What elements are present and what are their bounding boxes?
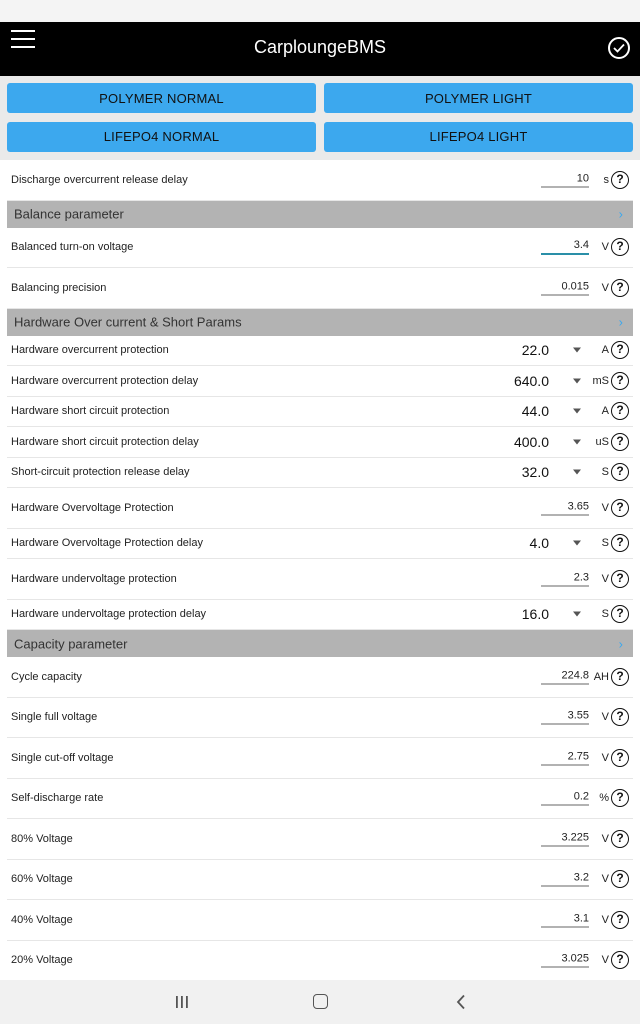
setting-label: Hardware overcurrent protection delay — [11, 374, 199, 387]
setting-row — [7, 819, 633, 860]
setting-unit: AH — [593, 670, 609, 683]
setting-unit: V — [601, 281, 609, 294]
setting-value-input[interactable]: 3.55 — [541, 710, 589, 725]
setting-label: Hardware Overvoltage Protection delay — [11, 537, 203, 550]
setting-dropdown-value[interactable]: 22.0 — [521, 342, 549, 359]
preset-polymer-light-button[interactable]: POLYMER LIGHT — [324, 83, 633, 113]
section-title: Capacity parameter — [14, 636, 128, 651]
setting-value-input[interactable]: 224.8 — [541, 669, 589, 684]
setting-unit: % — [599, 792, 609, 805]
help-icon[interactable]: ? — [611, 870, 629, 888]
dropdown-arrow-icon[interactable] — [573, 541, 581, 546]
setting-unit: uS — [595, 435, 609, 448]
setting-row — [7, 698, 633, 739]
setting-label: 20% Voltage — [11, 954, 73, 967]
help-icon[interactable]: ? — [611, 238, 629, 256]
setting-unit: V — [601, 954, 609, 967]
setting-value-input[interactable]: 3.225 — [541, 831, 589, 846]
preset-buttons — [0, 76, 640, 160]
help-icon[interactable]: ? — [611, 789, 629, 807]
setting-value-input[interactable]: 10 — [541, 172, 589, 187]
help-icon[interactable]: ? — [611, 668, 629, 686]
setting-row — [7, 779, 633, 820]
setting-unit: V — [601, 832, 609, 845]
preset-lifepo4-light-button[interactable]: LIFEPO4 LIGHT — [324, 122, 633, 152]
help-icon[interactable]: ? — [611, 911, 629, 929]
setting-unit: S — [601, 537, 609, 550]
chevron-right-icon: › — [618, 206, 623, 222]
recent-apps-icon[interactable] — [175, 995, 189, 1009]
preset-polymer-normal-button[interactable]: POLYMER NORMAL — [7, 83, 316, 113]
setting-row — [7, 738, 633, 779]
dropdown-arrow-icon[interactable] — [573, 409, 581, 414]
setting-label: Single cut-off voltage — [11, 751, 114, 764]
setting-label: Short-circuit protection release delay — [11, 466, 190, 479]
setting-dropdown-value[interactable]: 44.0 — [521, 403, 549, 420]
setting-unit: A — [601, 405, 609, 418]
setting-dropdown-value[interactable]: 16.0 — [521, 606, 549, 623]
setting-row — [7, 160, 633, 201]
help-icon[interactable]: ? — [611, 749, 629, 767]
section-title: Balance parameter — [14, 206, 124, 222]
setting-unit: V — [601, 913, 609, 926]
help-icon[interactable]: ? — [611, 534, 629, 552]
dropdown-arrow-icon[interactable] — [573, 470, 581, 475]
setting-dropdown-value[interactable]: 640.0 — [513, 372, 549, 389]
setting-dropdown-value[interactable]: 32.0 — [521, 464, 549, 481]
setting-label: Hardware short circuit protection delay — [11, 435, 199, 448]
setting-row — [7, 366, 633, 397]
help-icon[interactable]: ? — [611, 171, 629, 189]
help-icon[interactable]: ? — [611, 499, 629, 517]
help-icon[interactable]: ? — [611, 402, 629, 420]
setting-unit: V — [601, 572, 609, 585]
setting-value-input[interactable]: 3.4 — [541, 239, 589, 255]
settings-list — [0, 160, 640, 981]
setting-unit: mS — [592, 374, 609, 387]
setting-unit: s — [603, 173, 609, 186]
setting-label: Hardware undervoltage protection delay — [11, 608, 207, 621]
setting-value-input[interactable]: 3.65 — [541, 500, 589, 515]
help-icon[interactable]: ? — [611, 341, 629, 359]
dropdown-arrow-icon[interactable] — [573, 348, 581, 353]
setting-value-input[interactable]: 3.2 — [541, 872, 589, 887]
section-header-balance[interactable] — [7, 201, 633, 228]
setting-label: 40% Voltage — [11, 913, 73, 926]
setting-label: Hardware Overvoltage Protection — [11, 501, 174, 514]
dropdown-arrow-icon[interactable] — [573, 439, 581, 444]
setting-unit: S — [601, 608, 609, 621]
setting-value-input[interactable]: 2.3 — [541, 571, 589, 586]
setting-row — [7, 488, 633, 529]
setting-unit: A — [601, 344, 609, 357]
setting-label: 60% Voltage — [11, 873, 73, 886]
setting-value-input[interactable]: 3.025 — [541, 953, 589, 968]
setting-value-input[interactable]: 0.2 — [541, 791, 589, 806]
app-title: CarploungeBMS — [253, 37, 387, 57]
setting-value-input[interactable]: 0.015 — [541, 280, 589, 295]
app-bar — [0, 22, 640, 76]
setting-label: Hardware overcurrent protection — [11, 344, 169, 357]
setting-unit: V — [601, 751, 609, 764]
setting-label: Balanced turn-on voltage — [11, 241, 134, 254]
setting-dropdown-value[interactable]: 4.0 — [529, 535, 549, 552]
setting-row — [7, 900, 633, 941]
help-icon[interactable]: ? — [611, 463, 629, 481]
help-icon[interactable]: ? — [611, 279, 629, 297]
setting-row — [7, 397, 633, 428]
dropdown-arrow-icon[interactable] — [573, 612, 581, 617]
help-icon[interactable]: ? — [611, 951, 629, 969]
system-nav-bar — [0, 980, 640, 1024]
chevron-right-icon: › — [618, 314, 623, 330]
section-header-hardware[interactable] — [7, 309, 633, 336]
setting-label: Discharge overcurrent release delay — [11, 173, 188, 186]
preset-lifepo4-normal-button[interactable]: LIFEPO4 NORMAL — [7, 122, 316, 152]
help-icon[interactable]: ? — [611, 605, 629, 623]
setting-value-input[interactable]: 2.75 — [541, 750, 589, 765]
home-icon[interactable] — [313, 994, 328, 1009]
setting-row — [7, 941, 633, 982]
setting-unit: S — [601, 466, 609, 479]
setting-unit: V — [601, 711, 609, 724]
setting-unit: V — [601, 873, 609, 886]
setting-row — [7, 657, 633, 698]
setting-label: Hardware undervoltage protection — [11, 572, 177, 585]
setting-row — [7, 529, 633, 560]
setting-unit: V — [601, 501, 609, 514]
setting-row — [7, 228, 633, 269]
setting-unit: V — [601, 241, 609, 254]
setting-row — [7, 268, 633, 309]
setting-value-input[interactable]: 3.1 — [541, 912, 589, 927]
confirm-check-icon[interactable] — [608, 37, 630, 59]
help-icon[interactable]: ? — [611, 372, 629, 390]
setting-row — [7, 600, 633, 631]
setting-dropdown-value[interactable]: 400.0 — [513, 433, 549, 450]
back-icon[interactable] — [455, 994, 467, 1010]
setting-label: 80% Voltage — [11, 832, 73, 845]
setting-row — [7, 427, 633, 458]
dropdown-arrow-icon[interactable] — [573, 378, 581, 383]
status-bar — [0, 0, 640, 22]
section-header-capacity[interactable] — [7, 630, 633, 657]
help-icon[interactable]: ? — [611, 433, 629, 451]
setting-label: Cycle capacity — [11, 670, 82, 683]
setting-label: Hardware short circuit protection — [11, 405, 170, 418]
setting-label: Single full voltage — [11, 711, 98, 724]
setting-row — [7, 458, 633, 489]
setting-row — [7, 559, 633, 600]
setting-row — [7, 860, 633, 901]
setting-label: Self-discharge rate — [11, 792, 104, 805]
help-icon[interactable]: ? — [611, 570, 629, 588]
help-icon[interactable]: ? — [611, 708, 629, 726]
section-title: Hardware Over current & Short Params — [14, 314, 242, 330]
help-icon[interactable]: ? — [611, 830, 629, 848]
setting-label: Balancing precision — [11, 281, 107, 294]
chevron-right-icon: › — [618, 636, 623, 651]
setting-row — [7, 336, 633, 367]
